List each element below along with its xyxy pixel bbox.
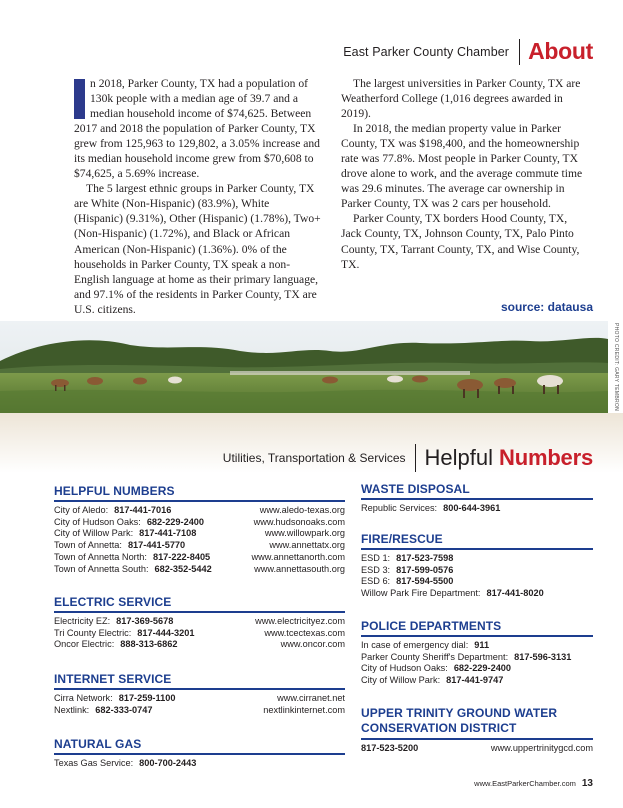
phone-number: 817-441-5770 xyxy=(127,540,186,551)
police-departments-section xyxy=(361,619,593,687)
phone-number: 817-369-5678 xyxy=(116,616,174,626)
section-heading: INTERNET SERVICE xyxy=(54,672,345,690)
article-paragraph: In 2018, the median property value in Parker County, TX was $198,400, and the homeownership rate was 77.8%. Most people in Parker County, TX drove alone to work, and the average commute time was 29.6 minutes. The average car ownership in Parker County, TX was 2 cars per household. xyxy=(341,122,583,211)
numbers-title-numbers: Numbers xyxy=(499,445,593,470)
photo-credit: PHOTO CREDIT: GARY TEMBRON xyxy=(612,323,619,411)
phone-number: 817-523-7598 xyxy=(396,553,454,563)
contact-name: Town of Annetta South: xyxy=(54,563,149,574)
contact-name: Parker County Sheriff's Department: xyxy=(361,651,509,662)
contact-row xyxy=(361,663,593,675)
phone-number: 888-313-6862 xyxy=(120,639,178,650)
contact-name: Nextlink: xyxy=(54,704,90,715)
phone-number: 817-441-7108 xyxy=(139,528,197,539)
contact-row xyxy=(54,639,345,651)
numbers-divider xyxy=(415,444,416,472)
contact-row xyxy=(54,564,345,576)
phone-number: 682-333-0747 xyxy=(95,704,153,715)
electric-service-section xyxy=(54,595,345,651)
page-header xyxy=(343,38,593,65)
helpful-numbers-section xyxy=(54,484,345,575)
contact-name: Texas Gas Service: xyxy=(54,758,134,768)
internet-service-section xyxy=(54,672,345,716)
contact-row xyxy=(361,588,593,600)
contact-row xyxy=(54,528,345,540)
contact-name: City of Hudson Oaks: xyxy=(54,516,141,527)
website-link[interactable]: www.annettanorth.com xyxy=(251,551,345,562)
section-heading: UPPER TRINITY GROUND WATER CONSERVATION DISTRICT xyxy=(361,706,593,740)
contact-name: Cirra Network: xyxy=(54,693,113,703)
cattle-pasture-photo xyxy=(0,321,608,413)
contact-name: City of Hudson Oaks: xyxy=(361,663,448,674)
website-link[interactable]: www.oncor.com xyxy=(280,639,345,650)
article-paragraph: Parker County, TX borders Hood County, TX, Jack County, TX, Johnson County, TX, Palo Pinto County, TX, Tarrant County, TX, and Wise County, TX. xyxy=(341,212,580,271)
source-credit: source: datausa xyxy=(500,300,593,314)
website-link[interactable]: www.tcectexas.com xyxy=(264,627,345,638)
phone-number: 911 xyxy=(474,640,490,650)
header-divider xyxy=(519,39,520,65)
contact-row xyxy=(361,565,593,577)
numbers-subtitle: Utilities, Transportation & Services xyxy=(222,451,406,465)
website-link[interactable]: www.annettatx.org xyxy=(269,540,345,551)
contact-name: City of Willow Park: xyxy=(54,528,134,539)
chamber-name: East Parker County Chamber xyxy=(343,44,510,59)
website-link[interactable]: www.aledo-texas.org xyxy=(259,505,345,515)
phone-number: 682-352-5442 xyxy=(154,563,212,574)
phone-number: 682-229-2400 xyxy=(453,663,512,674)
contact-name: ESD 6: xyxy=(361,576,391,587)
phone-number: 817-441-8020 xyxy=(486,588,544,599)
contact-name: Electricity EZ: xyxy=(54,616,111,626)
natural-gas-section xyxy=(54,737,345,770)
contact-name: ESD 1: xyxy=(361,553,391,563)
contact-row xyxy=(54,705,345,717)
phone-number: 817-444-3201 xyxy=(137,627,195,638)
phone-number: 817-596-3131 xyxy=(514,651,572,662)
contact-name: City of Aledo: xyxy=(54,505,109,515)
article-paragraph: The 5 largest ethnic groups in Parker County, TX are White (Non-Hispanic) (83.9%), White (Hispanic) (9.31%), Other (Hispanic) (1.78%), Two+ (Non-Hispanic) (1.72%), and Black or African American (Non-Hispanic) (1.36%). 0% of the households in Parker County, TX speak a non-English language at home as their primary language, and 97.1% of the residents in Parker County, TX are U.S. citizens. xyxy=(74,182,321,316)
phone-number: 817-259-1100 xyxy=(118,693,176,703)
page-number: 13 xyxy=(581,778,593,789)
contact-name: Republic Services: xyxy=(361,503,438,513)
contact-name: Oncor Electric: xyxy=(54,639,115,650)
article-paragraph: The largest universities in Parker County, TX are Weatherford College (1,016 degrees awarded in 2019). xyxy=(341,77,581,121)
website-link[interactable]: www.uppertrinitygcd.com xyxy=(490,743,593,753)
fire-rescue-section xyxy=(361,532,593,600)
contact-row xyxy=(54,758,345,770)
contact-name: ESD 3: xyxy=(361,564,391,575)
website-link[interactable]: www.hudsonoaks.com xyxy=(253,516,345,527)
contact-name: Town of Annetta: xyxy=(54,540,122,551)
contact-row xyxy=(54,552,345,564)
section-heading: ELECTRIC SERVICE xyxy=(54,595,345,613)
phone-number: 817-222-8405 xyxy=(152,551,211,562)
contact-row xyxy=(361,652,593,664)
contact-row xyxy=(361,553,593,565)
article-paragraph: n 2018, Parker County, TX had a population of 130k people with a median age of 39.7 and a median household income of $74,625. Between 2017 and 2018 the population of Parker County, TX grew from 125,963 to 129,802, a 3.05% increase and its median household income grew from $70,608 to $74,625, a 5.69% increase. xyxy=(74,77,320,181)
phone-number: 817-594-5500 xyxy=(396,576,454,587)
footer-website[interactable]: www.EastParkerChamber.com xyxy=(474,779,576,788)
contact-name: Willow Park Fire Department: xyxy=(361,588,481,599)
phone-number: 817-599-0576 xyxy=(396,564,454,575)
contact-row xyxy=(361,640,593,652)
contact-row xyxy=(54,540,345,552)
website-link[interactable]: www.electricityez.com xyxy=(255,616,345,626)
numbers-title-helpful: Helpful xyxy=(424,445,494,470)
phone-number: 682-229-2400 xyxy=(146,516,205,527)
contact-row xyxy=(54,628,345,640)
article-left-column xyxy=(74,76,321,317)
section-heading: HELPFUL NUMBERS xyxy=(54,484,345,502)
section-heading: NATURAL GAS xyxy=(54,737,345,755)
contact-row xyxy=(54,517,345,529)
section-heading: WASTE DISPOSAL xyxy=(361,482,593,500)
website-link[interactable]: www.cirranet.net xyxy=(277,693,345,703)
contact-name: In case of emergency dial: xyxy=(361,640,469,650)
contact-row xyxy=(361,743,593,755)
phone-number: 817-441-9747 xyxy=(446,675,504,686)
website-link[interactable]: nextlinkinternet.com xyxy=(263,704,345,715)
contact-name: City of Willow Park: xyxy=(361,675,441,686)
waste-disposal-section xyxy=(361,482,593,515)
phone-number: 817-441-7016 xyxy=(114,505,172,515)
website-link[interactable]: www.annettasouth.org xyxy=(254,563,345,574)
page-footer xyxy=(474,778,593,789)
phone-number: 800-644-3961 xyxy=(443,503,501,513)
drop-cap xyxy=(74,79,85,119)
contact-row xyxy=(361,503,593,515)
section-heading: POLICE DEPARTMENTS xyxy=(361,619,593,637)
contact-name: Tri County Electric: xyxy=(54,627,132,638)
groundwater-district-section xyxy=(361,706,593,755)
contact-row xyxy=(54,505,345,517)
helpful-numbers-header xyxy=(223,444,593,472)
section-title: About xyxy=(528,38,593,64)
section-heading: FIRE/RESCUE xyxy=(361,532,593,550)
phone-number: 800-700-2443 xyxy=(139,758,197,768)
contact-row xyxy=(54,693,345,705)
article-right-column xyxy=(341,76,587,272)
contact-row xyxy=(361,675,593,687)
contact-name: Town of Annetta North: xyxy=(54,551,147,562)
contact-row xyxy=(361,576,593,588)
phone-number: 817-523-5200 xyxy=(361,743,419,753)
website-link[interactable]: www.willowpark.org xyxy=(264,528,345,539)
contact-row xyxy=(54,616,345,628)
